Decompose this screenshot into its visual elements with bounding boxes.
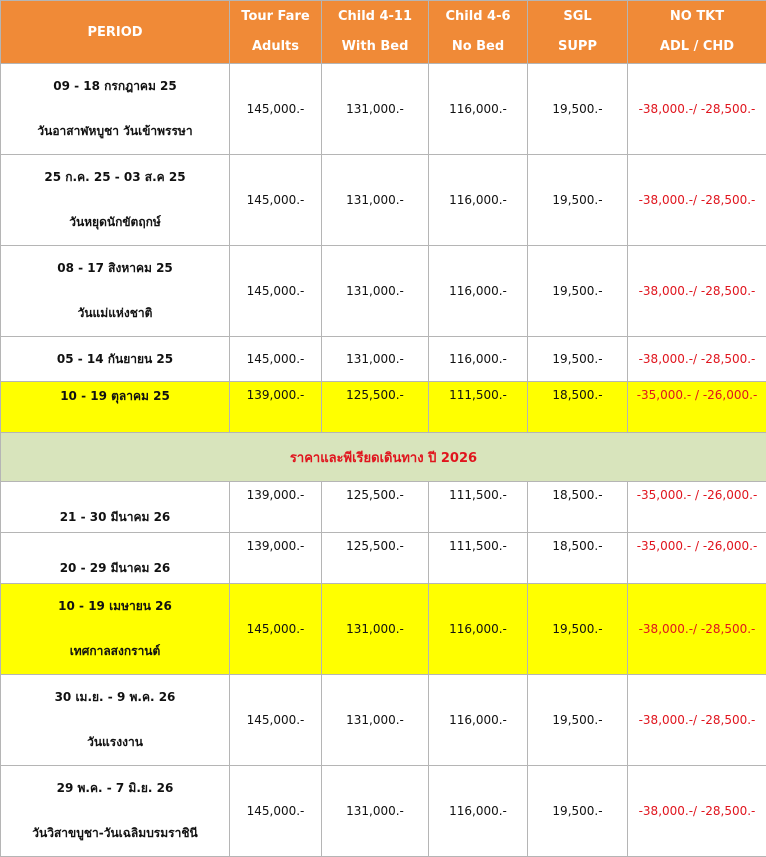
table-row — [1, 533, 766, 584]
period-cell — [1, 64, 230, 155]
period-dates: 25 ก.ค. 25 - 03 ส.ค 25 — [44, 169, 185, 186]
adult-price: 145,000.- — [230, 766, 322, 857]
header-row — [1, 1, 766, 64]
period-holiday: วันอาสาฬหบูชา วันเข้าพรรษา — [37, 123, 192, 140]
period-cell — [1, 584, 230, 675]
table-row-highlighted — [1, 382, 766, 433]
no-ticket-price: -38,000.-/ -28,500.- — [628, 337, 766, 382]
table-row — [1, 337, 766, 382]
no-ticket-price: -38,000.-/ -28,500.- — [628, 584, 766, 675]
sgl-price: 19,500.- — [528, 337, 628, 382]
period-dates: 10 - 19 เมษายน 26 — [58, 598, 172, 615]
child-bed-price: 131,000.- — [322, 246, 429, 337]
child-nobed-price: 116,000.- — [429, 675, 528, 766]
table-row — [1, 482, 766, 533]
period-cell — [1, 675, 230, 766]
period-cell — [1, 155, 230, 246]
adult-price: 145,000.- — [230, 64, 322, 155]
sgl-price: 19,500.- — [528, 584, 628, 675]
adult-price: 139,000.- — [230, 533, 322, 584]
header-no-tkt: NO TKT ADL / CHD — [628, 1, 766, 64]
adult-price: 145,000.- — [230, 337, 322, 382]
adult-price: 145,000.- — [230, 155, 322, 246]
period-holiday: วันแม่แห่งชาติ — [78, 305, 153, 322]
period-cell — [1, 337, 230, 382]
sgl-price: 18,500.- — [528, 482, 628, 533]
child-bed-price: 131,000.- — [322, 155, 429, 246]
header-child-bed: Child 4-11 With Bed — [322, 1, 429, 64]
child-nobed-price: 116,000.- — [429, 155, 528, 246]
child-bed-price: 131,000.- — [322, 64, 429, 155]
child-bed-price: 125,500.- — [322, 382, 429, 433]
table-row — [1, 246, 766, 337]
child-nobed-price: 111,500.- — [429, 533, 528, 584]
period-dates: 09 - 18 กรกฎาคม 25 — [53, 78, 177, 95]
header-period: PERIOD — [1, 1, 230, 64]
child-nobed-price: 116,000.- — [429, 766, 528, 857]
adult-price: 145,000.- — [230, 675, 322, 766]
section-row — [1, 433, 766, 482]
period-holiday: วันแรงงาน — [87, 734, 143, 751]
child-nobed-price: 116,000.- — [429, 337, 528, 382]
child-nobed-price: 111,500.- — [429, 482, 528, 533]
table-row — [1, 64, 766, 155]
period-dates: 10 - 19 ตุลาคม 25 — [60, 389, 170, 403]
child-bed-price: 131,000.- — [322, 337, 429, 382]
table-row — [1, 155, 766, 246]
sgl-price: 19,500.- — [528, 64, 628, 155]
sgl-price: 19,500.- — [528, 766, 628, 857]
period-dates: 30 เม.ย. - 9 พ.ค. 26 — [55, 689, 176, 706]
period-holiday: วันวิสาขบูชา-วันเฉลิมบรมราชินี — [32, 825, 197, 842]
period-dates: 05 - 14 กันยายน 25 — [57, 352, 173, 366]
child-bed-price: 131,000.- — [322, 675, 429, 766]
no-ticket-price: -35,000.- / -26,000.- — [628, 382, 766, 433]
section-title-2026: ราคาและพีเรียดเดินทาง ปี 2026 — [1, 433, 766, 482]
child-nobed-price: 116,000.- — [429, 584, 528, 675]
header-tour-fare: Tour Fare Adults — [230, 1, 322, 64]
period-cell — [1, 766, 230, 857]
sgl-price: 19,500.- — [528, 675, 628, 766]
child-bed-price: 125,500.- — [322, 482, 429, 533]
period-dates: 20 - 29 มีนาคม 26 — [60, 561, 171, 575]
child-bed-price: 125,500.- — [322, 533, 429, 584]
sgl-price: 18,500.- — [528, 382, 628, 433]
table-row — [1, 675, 766, 766]
period-dates: 21 - 30 มีนาคม 26 — [60, 510, 171, 524]
no-ticket-price: -38,000.-/ -28,500.- — [628, 675, 766, 766]
sgl-price: 19,500.- — [528, 155, 628, 246]
header-sgl: SGL SUPP — [528, 1, 628, 64]
adult-price: 139,000.- — [230, 482, 322, 533]
period-cell — [1, 382, 230, 433]
table-row — [1, 766, 766, 857]
child-nobed-price: 116,000.- — [429, 64, 528, 155]
no-ticket-price: -38,000.-/ -28,500.- — [628, 155, 766, 246]
no-ticket-price: -38,000.-/ -28,500.- — [628, 64, 766, 155]
no-ticket-price: -35,000.- / -26,000.- — [628, 482, 766, 533]
period-holiday: เทศกาลสงกรานต์ — [70, 643, 161, 660]
sgl-price: 18,500.- — [528, 533, 628, 584]
adult-price: 145,000.- — [230, 246, 322, 337]
period-cell — [1, 246, 230, 337]
no-ticket-price: -38,000.-/ -28,500.- — [628, 246, 766, 337]
child-nobed-price: 116,000.- — [429, 246, 528, 337]
header-child-nobed: Child 4-6 No Bed — [429, 1, 528, 64]
child-nobed-price: 111,500.- — [429, 382, 528, 433]
no-ticket-price: -35,000.- / -26,000.- — [628, 533, 766, 584]
period-cell — [1, 482, 230, 533]
child-bed-price: 131,000.- — [322, 766, 429, 857]
period-dates: 29 พ.ค. - 7 มิ.ย. 26 — [57, 780, 174, 797]
adult-price: 145,000.- — [230, 584, 322, 675]
child-bed-price: 131,000.- — [322, 584, 429, 675]
sgl-price: 19,500.- — [528, 246, 628, 337]
no-ticket-price: -38,000.-/ -28,500.- — [628, 766, 766, 857]
table-row-highlighted — [1, 584, 766, 675]
period-cell — [1, 533, 230, 584]
period-dates: 08 - 17 สิงหาคม 25 — [57, 260, 173, 277]
period-holiday: วันหยุดนักขัตฤกษ์ — [69, 214, 161, 231]
adult-price: 139,000.- — [230, 382, 322, 433]
